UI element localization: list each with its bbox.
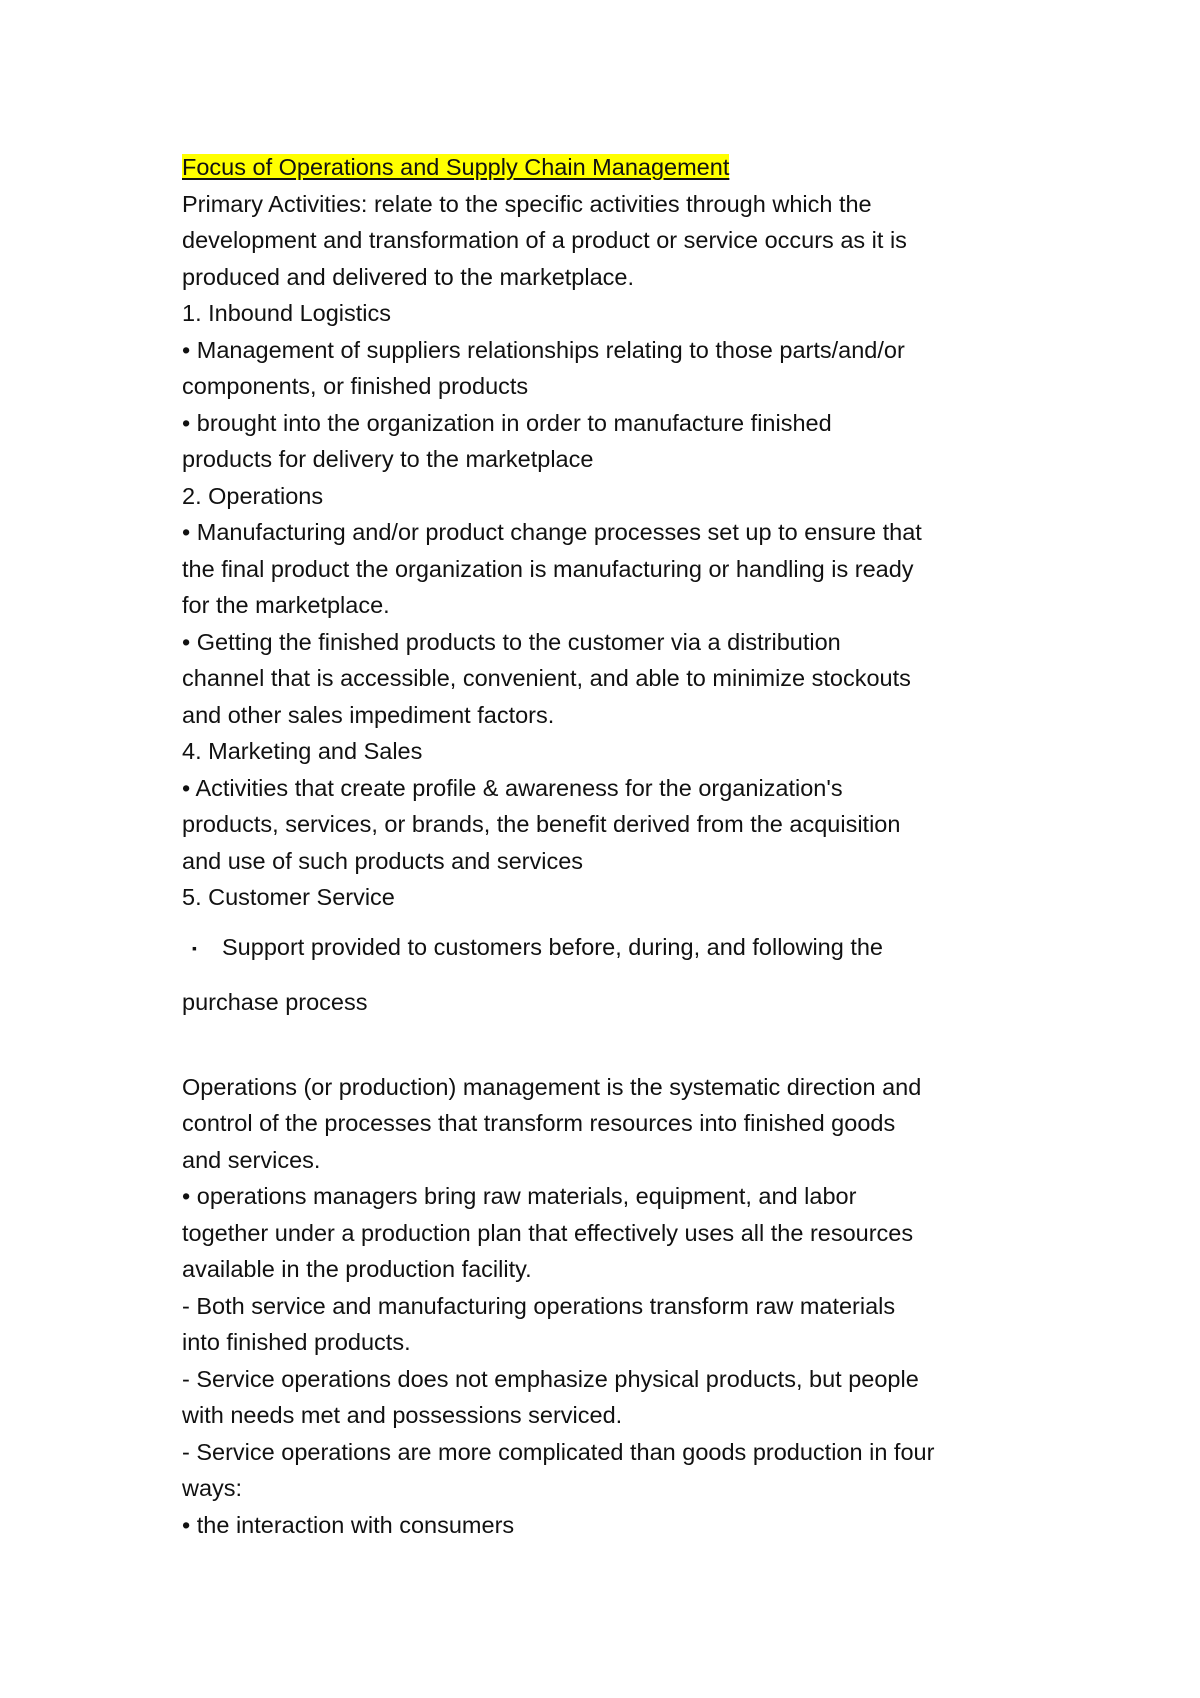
dash-line: - Service operations does not emphasize physical products, but people — [182, 1365, 919, 1392]
document-body — [182, 149, 1082, 1543]
text-line: and other sales impediment factors. — [182, 701, 555, 728]
highlighted-title-text: Focus of Operations and Supply Chain Management — [182, 154, 730, 180]
text-line: together under a production plan that effectively uses all the resources — [182, 1219, 914, 1246]
text-line: produced and delivered to the marketplace. — [182, 263, 635, 290]
dash-line: - Both service and manufacturing operations transform raw materials — [182, 1292, 896, 1319]
text-line: channel that is accessible, convenient, and able to minimize stockouts — [182, 665, 911, 691]
document-title — [182, 149, 1082, 186]
small-bullet-item — [182, 929, 1082, 967]
heading-inbound-logistics: 1. Inbound Logistics — [182, 300, 392, 326]
text-line: Operations (or production) management is the systematic direction and — [182, 1073, 922, 1100]
text-line: control of the processes that transform resources into finished goods — [182, 1110, 896, 1137]
heading-operations: 2. Operations — [182, 482, 324, 509]
text-line: ways: — [182, 1475, 243, 1502]
bullet-line: • Manufacturing and/or product change processes set up to ensure that — [182, 519, 922, 545]
text-line: and services. — [182, 1146, 321, 1173]
operations-management-section — [182, 1069, 1082, 1544]
bullet-line: • Activities that create profile & awareness for the organization's — [182, 774, 843, 801]
bullet-line: • operations managers bring raw materials, equipment, and labor — [182, 1183, 857, 1210]
small-bullet-text: Support provided to customers before, during, and following the — [222, 933, 884, 960]
bullet-line: • Getting the finished products to the customer via a distribution — [182, 628, 841, 655]
text-line: purchase process — [182, 988, 368, 1015]
text-line: products, services, or brands, the benefit derived from the acquisition — [182, 811, 901, 837]
dash-line: - Service operations are more complicated than goods production in four — [182, 1438, 935, 1465]
text-line: products for delivery to the marketplace — [182, 446, 594, 472]
text-line: for the marketplace. — [182, 592, 390, 618]
text-line: with needs met and possessions serviced. — [182, 1402, 623, 1429]
text-line: Primary Activities: relate to the specific activities through which the — [182, 190, 872, 217]
paragraph-gap — [182, 1020, 1082, 1057]
heading-customer-service: 5. Customer Service — [182, 884, 395, 910]
text-line: components, or finished products — [182, 373, 529, 399]
text-line: available in the production facility. — [182, 1256, 532, 1283]
primary-activities-section — [182, 186, 1082, 916]
bullet-line: • the interaction with consumers — [182, 1511, 515, 1538]
heading-marketing-and-sales: 4. Marketing and Sales — [182, 738, 423, 764]
text-line: into finished products. — [182, 1329, 411, 1356]
bullet-line: • brought into the organization in order to manufacture finished — [182, 409, 832, 436]
text-line: development and transformation of a product or service occurs as it is — [182, 227, 907, 253]
text-line: and use of such products and services — [182, 847, 584, 874]
bullet-line: • Management of suppliers relationships relating to those parts/and/or — [182, 336, 905, 363]
square-bullet-icon: ▪ — [192, 940, 197, 957]
text-line: the final product the organization is manufacturing or handling is ready — [182, 555, 914, 582]
